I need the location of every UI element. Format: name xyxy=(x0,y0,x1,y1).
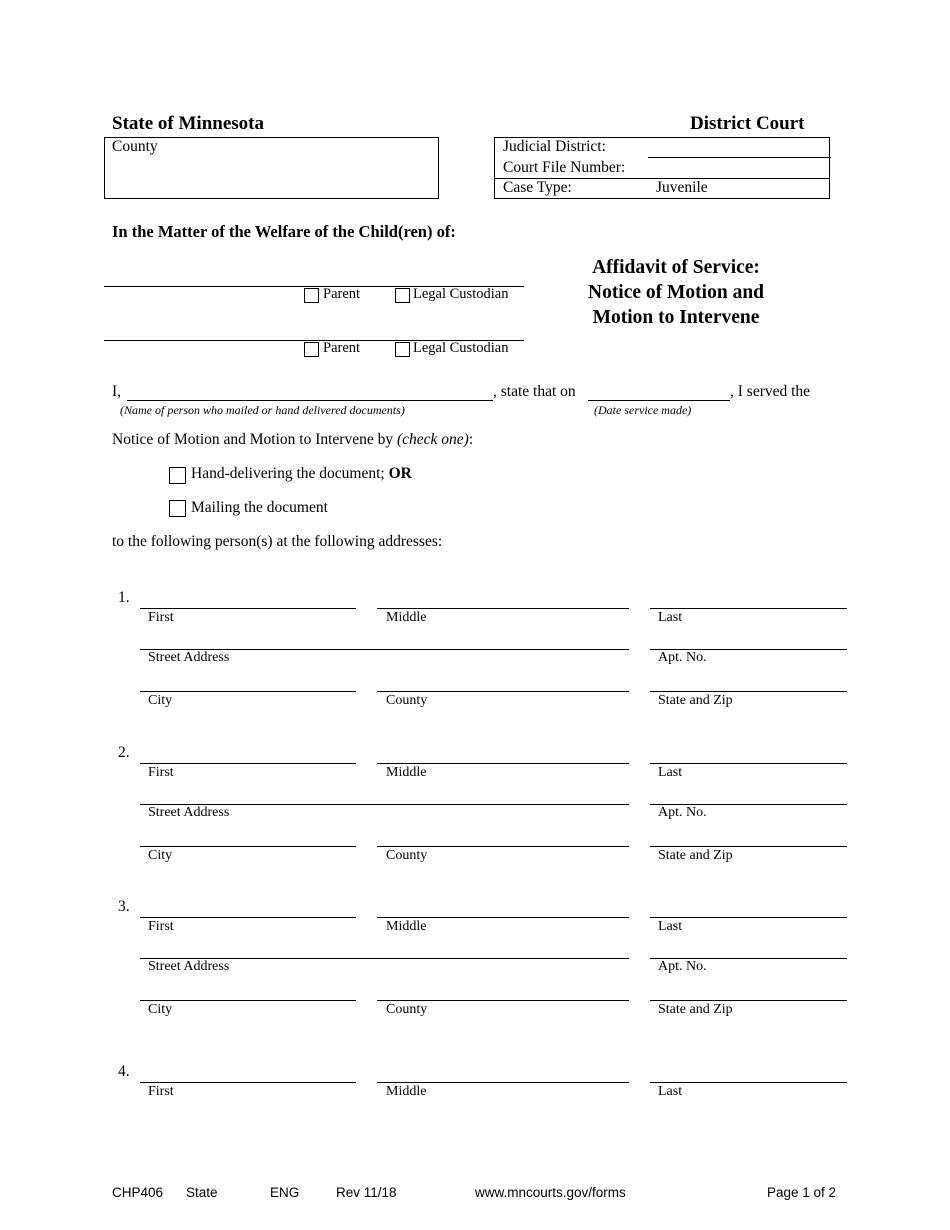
last-label: Last xyxy=(658,765,683,780)
apt-label: Apt. No. xyxy=(658,650,707,665)
apt-label: Apt. No. xyxy=(658,805,707,820)
last-name-field-4[interactable] xyxy=(650,1082,847,1083)
or-text: OR xyxy=(388,465,412,482)
middle-name-field-4[interactable] xyxy=(377,1082,629,1083)
last-label: Last xyxy=(658,610,683,625)
county-box[interactable] xyxy=(104,137,439,199)
footer-language: ENG xyxy=(270,1185,300,1200)
notice-text: Notice of Motion and Motion to Intervene by xyxy=(112,431,397,448)
county-field-3[interactable] xyxy=(377,1000,629,1001)
custodian-label-2: Legal Custodian xyxy=(413,340,509,356)
last-label: Last xyxy=(658,1084,683,1099)
statement-state-that-on: , state that on xyxy=(493,383,576,400)
following-text: to the following person(s) at the following addresses: xyxy=(112,533,443,550)
title-line-2: Notice of Motion and xyxy=(587,282,765,303)
state-zip-label: State and Zip xyxy=(658,848,733,863)
custodian-checkbox-2[interactable] xyxy=(395,342,410,357)
last-name-field-1[interactable] xyxy=(650,608,847,609)
case-type-value: Juvenile xyxy=(656,179,708,196)
city-label: City xyxy=(148,1002,173,1017)
title-line-1: Affidavit of Service: xyxy=(592,257,760,278)
last-name-field-2[interactable] xyxy=(650,763,847,764)
statement-i: I, xyxy=(112,383,122,400)
person-number-1: 1. xyxy=(118,589,130,606)
first-name-field-4[interactable] xyxy=(140,1082,356,1083)
footer-page: Page 1 of 2 xyxy=(767,1185,837,1200)
apt-label: Apt. No. xyxy=(658,959,707,974)
notice-colon: : xyxy=(468,431,474,448)
middle-label: Middle xyxy=(386,765,427,780)
person-number-3: 3. xyxy=(118,898,130,915)
first-label: First xyxy=(148,610,174,625)
middle-name-field-1[interactable] xyxy=(377,608,629,609)
last-name-field-3[interactable] xyxy=(650,917,847,918)
first-label: First xyxy=(148,765,174,780)
county-field-2[interactable] xyxy=(377,846,629,847)
county-field-label: County xyxy=(386,1002,428,1017)
case-info-box xyxy=(494,137,830,199)
county-field-label: County xyxy=(386,848,428,863)
custodian-label-1: Legal Custodian xyxy=(413,286,509,302)
judicial-district-field[interactable] xyxy=(648,157,831,158)
middle-label: Middle xyxy=(386,1084,427,1099)
middle-name-field-2[interactable] xyxy=(377,763,629,764)
street-label: Street Address xyxy=(148,805,230,820)
person-number-2: 2. xyxy=(118,744,130,761)
form-title xyxy=(540,255,812,330)
hand-deliver-option xyxy=(191,465,412,483)
county-field-1[interactable] xyxy=(377,691,629,692)
city-field-3[interactable] xyxy=(140,1000,356,1001)
title-line-3: Motion to Intervene xyxy=(592,307,760,328)
parent-checkbox-1[interactable] xyxy=(304,288,319,303)
footer-state: State xyxy=(186,1185,218,1200)
parent-label-2: Parent xyxy=(323,340,361,356)
footer-form-number: CHP406 xyxy=(112,1185,164,1200)
footer-url[interactable]: www.mncourts.gov/forms xyxy=(475,1185,626,1200)
state-zip-field-1[interactable] xyxy=(650,691,847,692)
middle-label: Middle xyxy=(386,610,427,625)
middle-label: Middle xyxy=(386,919,427,934)
middle-name-field-3[interactable] xyxy=(377,917,629,918)
first-name-field-1[interactable] xyxy=(140,608,356,609)
service-date-field[interactable] xyxy=(588,400,730,401)
state-zip-label: State and Zip xyxy=(658,693,733,708)
check-one-text: (check one) xyxy=(396,431,469,448)
court-heading: District Court xyxy=(690,113,805,134)
county-label: County xyxy=(112,138,158,155)
case-type-label: Case Type: xyxy=(503,179,572,196)
state-heading: State of Minnesota xyxy=(112,113,264,134)
court-file-label: Court File Number: xyxy=(503,159,626,176)
city-field-2[interactable] xyxy=(140,846,356,847)
city-field-1[interactable] xyxy=(140,691,356,692)
state-zip-label: State and Zip xyxy=(658,1002,733,1017)
city-label: City xyxy=(148,848,173,863)
first-name-field-3[interactable] xyxy=(140,917,356,918)
matter-heading: In the Matter of the Welfare of the Child(ren) of: xyxy=(112,222,456,241)
first-name-field-2[interactable] xyxy=(140,763,356,764)
parent-label-1: Parent xyxy=(323,286,361,302)
footer-revision: Rev 11/18 xyxy=(336,1185,397,1200)
name-hint: (Name of person who mailed or hand delivered documents) xyxy=(120,403,405,417)
first-label: First xyxy=(148,1084,174,1099)
judicial-district-label: Judicial District: xyxy=(503,138,606,155)
county-field-label: County xyxy=(386,693,428,708)
notice-line xyxy=(112,431,473,449)
hand-deliver-text: Hand-delivering the document; xyxy=(191,465,389,482)
state-zip-field-2[interactable] xyxy=(650,846,847,847)
street-label: Street Address xyxy=(148,959,230,974)
mailing-checkbox[interactable] xyxy=(169,500,186,517)
mailing-text: Mailing the document xyxy=(191,499,328,516)
state-zip-field-3[interactable] xyxy=(650,1000,847,1001)
statement-served-the: , I served the xyxy=(730,383,811,400)
server-name-field[interactable] xyxy=(127,400,493,401)
person-number-4: 4. xyxy=(118,1063,130,1080)
date-hint: (Date service made) xyxy=(594,403,692,417)
hand-deliver-checkbox[interactable] xyxy=(169,467,186,484)
custodian-checkbox-1[interactable] xyxy=(395,288,410,303)
first-label: First xyxy=(148,919,174,934)
last-label: Last xyxy=(658,919,683,934)
city-label: City xyxy=(148,693,173,708)
street-label: Street Address xyxy=(148,650,230,665)
parent-checkbox-2[interactable] xyxy=(304,342,319,357)
